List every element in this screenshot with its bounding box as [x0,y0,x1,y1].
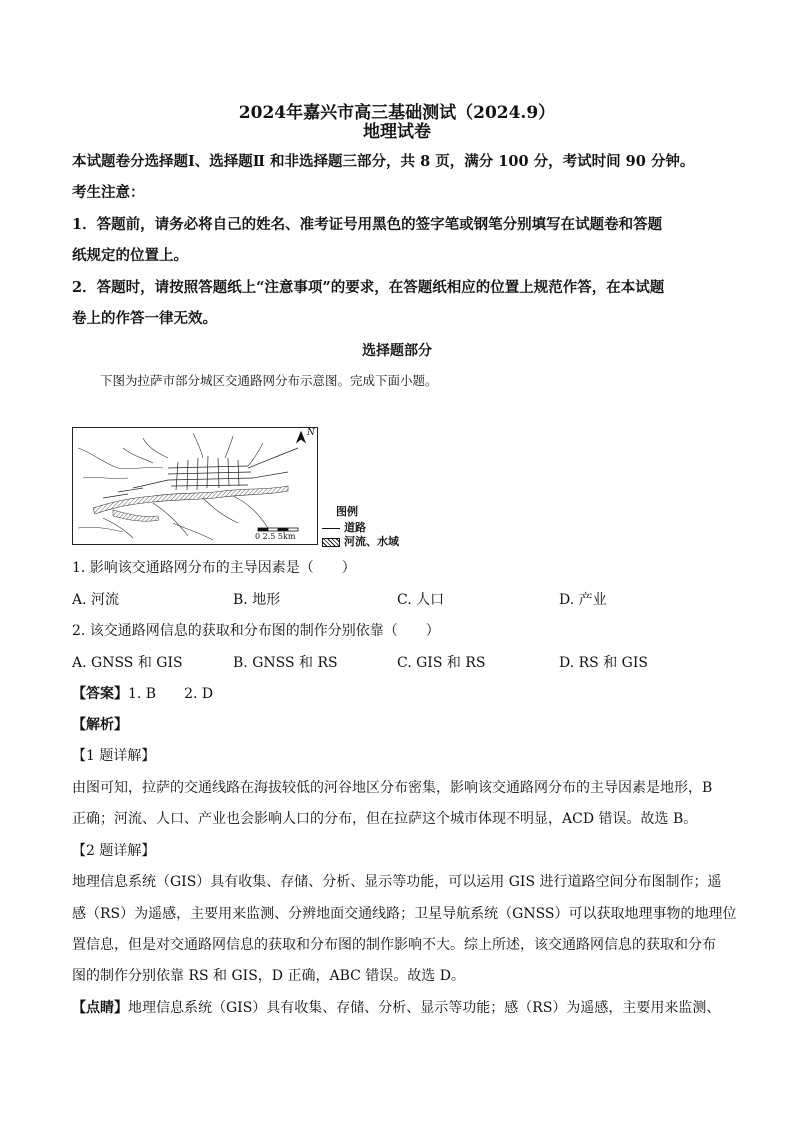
q2-detail-line-3: 置信息，但是对交通路网信息的获取和分布图的制作影响不大。综上所述，该交通路网信息的获取和分布 [72,937,716,953]
q2-option-c: C. GIS 和 RS [397,655,486,671]
section-title: 选择题部分 [362,343,432,359]
legend-water-label: 河流、水域 [344,535,399,548]
exam-title: 2024年嘉兴市高三基础测试（2024.9） [238,103,556,123]
q2-detail-label: 【2 题详解】 [72,843,156,859]
q2-option-b: B. GNSS 和 RS [233,655,338,671]
notice-item-1-line-2: 纸规定的位置上。 [72,247,188,264]
map-drawing [73,428,317,544]
q1-detail-line-1: 由图可知，拉萨的交通线路在海拔较低的河谷地区分布密集，影响该交通路网分布的主导因素是地形，B [72,780,713,796]
answer-label: 【答案】 [72,686,128,702]
legend-water [322,533,399,549]
q2-option-a: A. GNSS 和 GIS [72,655,183,671]
road-line-icon [322,528,340,529]
q1-option-d: D. 产业 [559,592,607,608]
exam-subtitle: 地理试卷 [363,122,431,142]
answer-row [72,683,213,703]
q2-detail-line-2: 感（RS）为遥感，主要用来监测、分辨地面交通线路；卫星导航系统（GNSS）可以获取地理事物的地理位 [72,906,737,922]
question-1-stem: 1. 影响该交通路网分布的主导因素是（ ） [72,560,356,576]
q2-detail-line-4: 图的制作分别依靠 RS 和 GIS，D 正确，ABC 错误。故选 D。 [72,968,465,984]
tip-label: 【点睛】 [72,1000,128,1016]
q1-option-c: C. 人口 [397,592,445,608]
notice-label: 考生注意： [72,184,145,201]
north-label: N [307,428,315,438]
q1-detail-line-2: 正确；河流、人口、产业也会影响人口的分布，但在拉萨这个城市体现不明显，ACD 错误。故选 B。 [72,811,698,827]
analysis-label: 【解析】 [72,717,128,733]
notice-item-2-line-1: 2．答题时，请按照答题纸上“注意事项”的要求，在答题纸相应的位置上规范作答，在本试题 [72,279,665,296]
notice-item-1-line-1: 1．答题前，请务必将自己的姓名、准考证号用黑色的签字笔或钢笔分别填写在试题卷和答题 [72,216,663,233]
tip-text: 地理信息系统（GIS）具有收集、存储、分析、显示等功能；感（RS）为遥感，主要用来监测、 [128,1000,721,1016]
north-arrow-icon [297,432,305,442]
answer-text: 1. B 2. D [128,686,214,702]
legend-road-label: 道路 [344,521,366,534]
question-stem: 下图为拉萨市部分城区交通路网分布示意图。完成下面小题。 [100,373,438,388]
q1-option-b: B. 地形 [233,592,281,608]
q2-detail-line-1: 地理信息系统（GIS）具有收集、存储、分析、显示等功能，可以运用 GIS 进行道路空间分布图制作；遥 [72,874,722,890]
question-2-stem: 2. 该交通路网信息的获取和分布图的制作分别依靠（ ） [72,623,440,639]
water-hatch-icon [322,538,340,547]
intro-text: 本试题卷分选择题Ⅰ、选择题Ⅱ 和非选择题三部分，共 8 页，满分 100 分，考试时间 90 分钟。 [72,153,695,170]
q1-option-a: A. 河流 [72,592,120,608]
road-network-map [72,427,318,545]
notice-item-2-line-2: 卷上的作答一律无效。 [72,310,217,327]
legend-title: 图例 [336,505,358,518]
tip-row [72,997,720,1017]
q1-detail-label: 【1 题详解】 [72,748,156,764]
q2-option-d: D. RS 和 GIS [559,655,648,671]
scale-label: 0 2.5 5km [255,532,296,541]
